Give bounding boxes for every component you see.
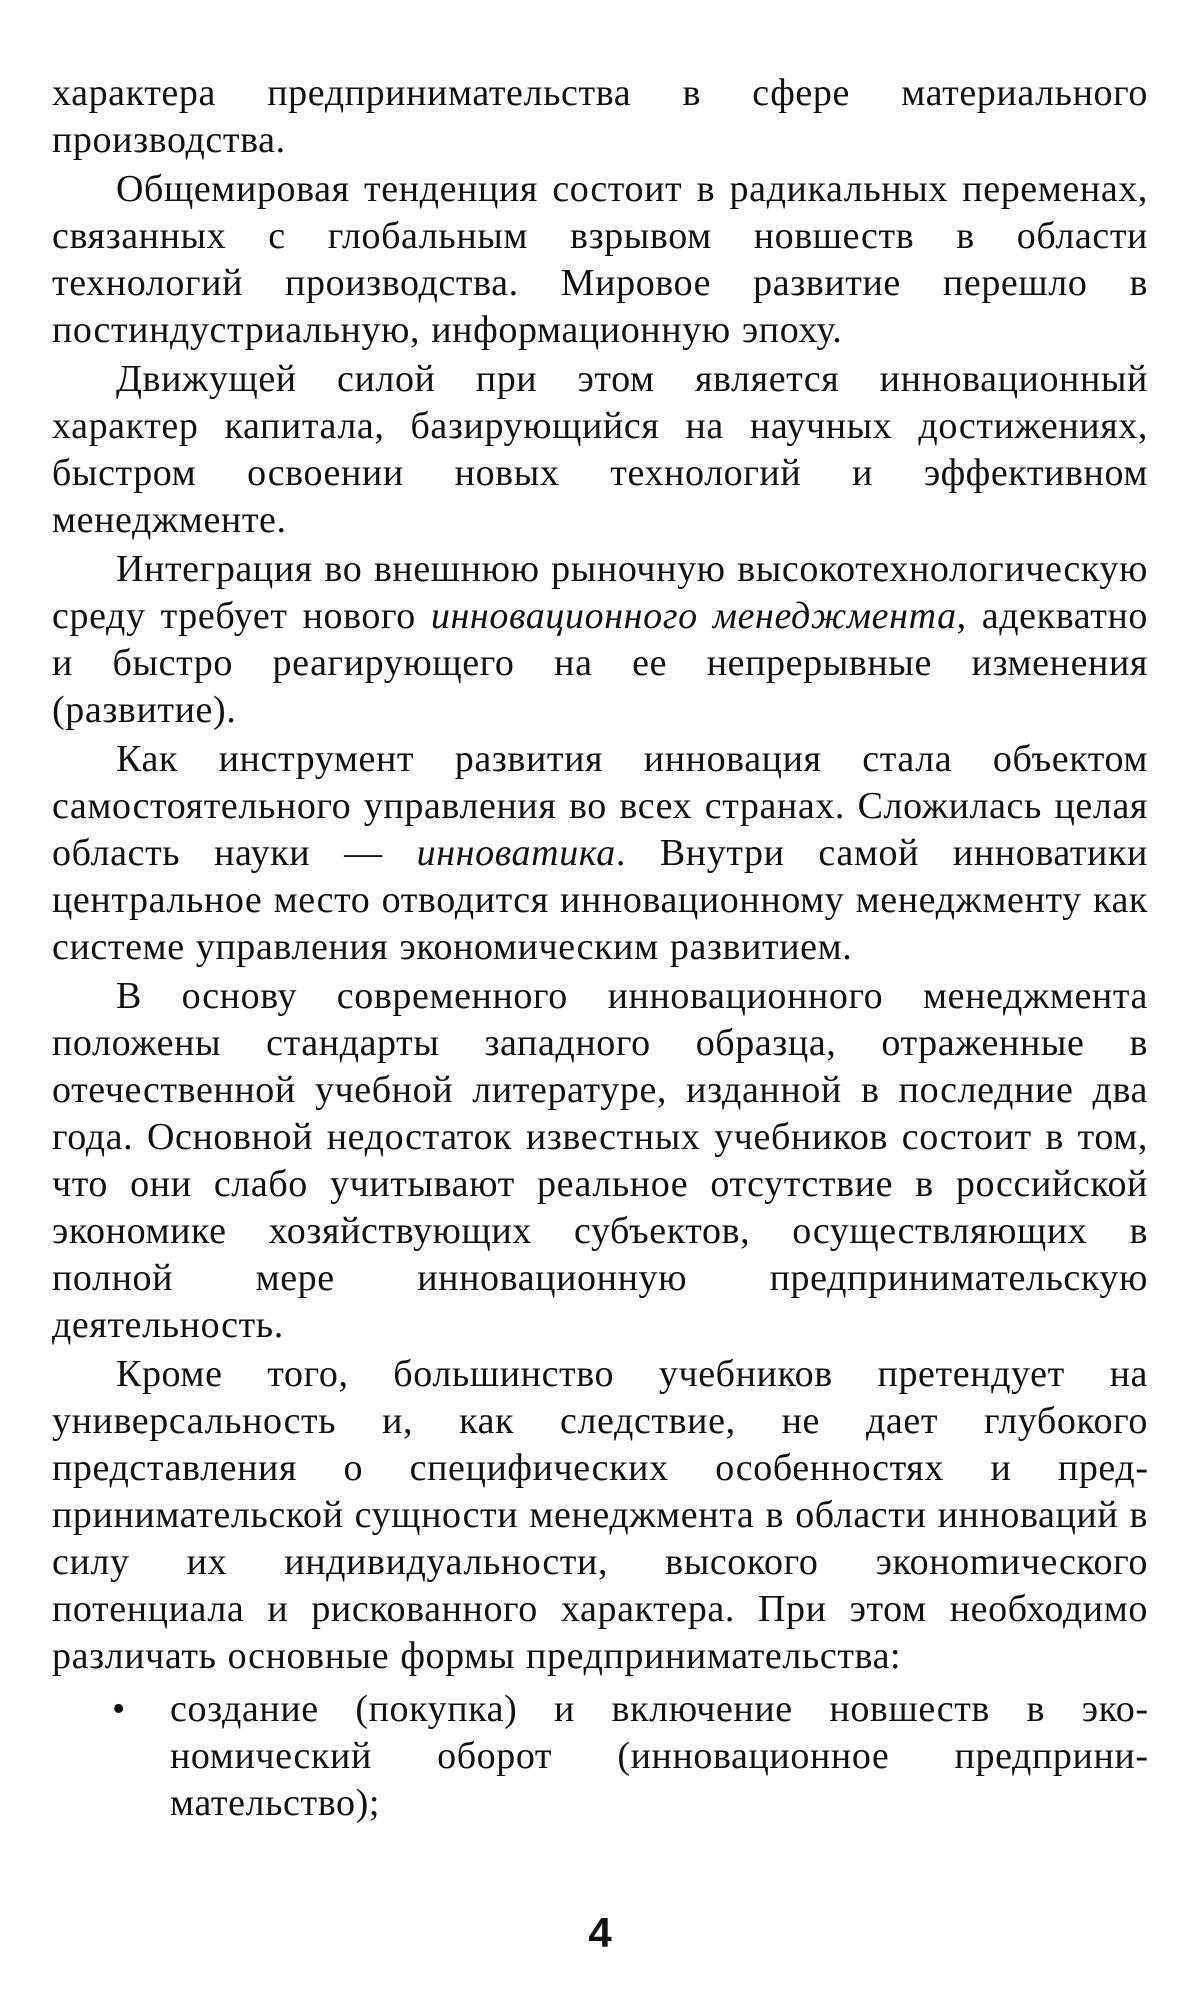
list-item-text: создание (покупка) и включение новшеств в экономический оборот (инновационное предпринимательство); (170, 1688, 1148, 1824)
paragraph (52, 70, 1148, 164)
paragraph-text: Общемировая тенденция состоит в радикальных переменах, связанных с глобальным взрывом новшеств в области технологий производства. Мировое развитие перешло в постиндустриальную, информационную эпоху. (52, 168, 1148, 351)
list-item (52, 1686, 1148, 1827)
paragraph (52, 736, 1148, 971)
paragraph (52, 1351, 1148, 1680)
paragraph (52, 166, 1148, 354)
page-number: 4 (588, 1909, 612, 1956)
paragraph-text: Движущей силой при этом является инновационный характер капитала, базирующийся на научных достижениях, быстром освоении новых технологий и эффективном менеджменте. (52, 358, 1148, 541)
paragraph-text: В основу современного инновационного менеджмента положены стандарты западного образца, отраженные в отечественной учебной литературе, изданной в последние два года. Основной недостаток известных учебников состоит в том, что они слабо учитывают реальное отсутствие в российской экономике хозяйствующих субъектов, осуществляющих в полной мере инновационную предпринимательскую деятельность. (52, 975, 1148, 1346)
paragraph-text: Интеграция во внешнюю рыночную высокотехнологическую среду требует нового (52, 548, 1148, 637)
paragraph-text: Кроме того, большинство учебников претендует на универсальность и, как следствие, не дает глубокого представления о специфических особенностях и предпринимательской сущности менеджмента в области инноваций в силу их индивидуальности, высокого эконоmического потенциала и рискованного характера. При этом необходимо различать основные формы предпринимательства: (52, 1353, 1148, 1677)
bullet-icon: • (112, 1688, 126, 1730)
paragraph (52, 546, 1148, 734)
italic-term: инновационного менеджмента (430, 595, 957, 637)
italic-term: инноватика (416, 832, 616, 874)
paragraph-text: Как инструмент развития инновация стала объектом самостоятельного управления во всех странах. Сложилась целая область науки — (52, 738, 1148, 874)
paragraph-text: . Внутри самой инноватики центральное место отводится инновационному менеджменту как системе управления экономическим развитием. (52, 832, 1148, 968)
paragraph-text: , адекватно и быстро реагирующего на ее непрерывные изменения (развитие). (52, 595, 1148, 731)
bullet-list (52, 1686, 1148, 1827)
text-body (52, 70, 1148, 1680)
paragraph (52, 973, 1148, 1349)
paragraph (52, 356, 1148, 544)
page-body (52, 70, 1148, 1827)
paragraph-text: характера предпринимательства в сфере материального производства. (52, 72, 1148, 161)
